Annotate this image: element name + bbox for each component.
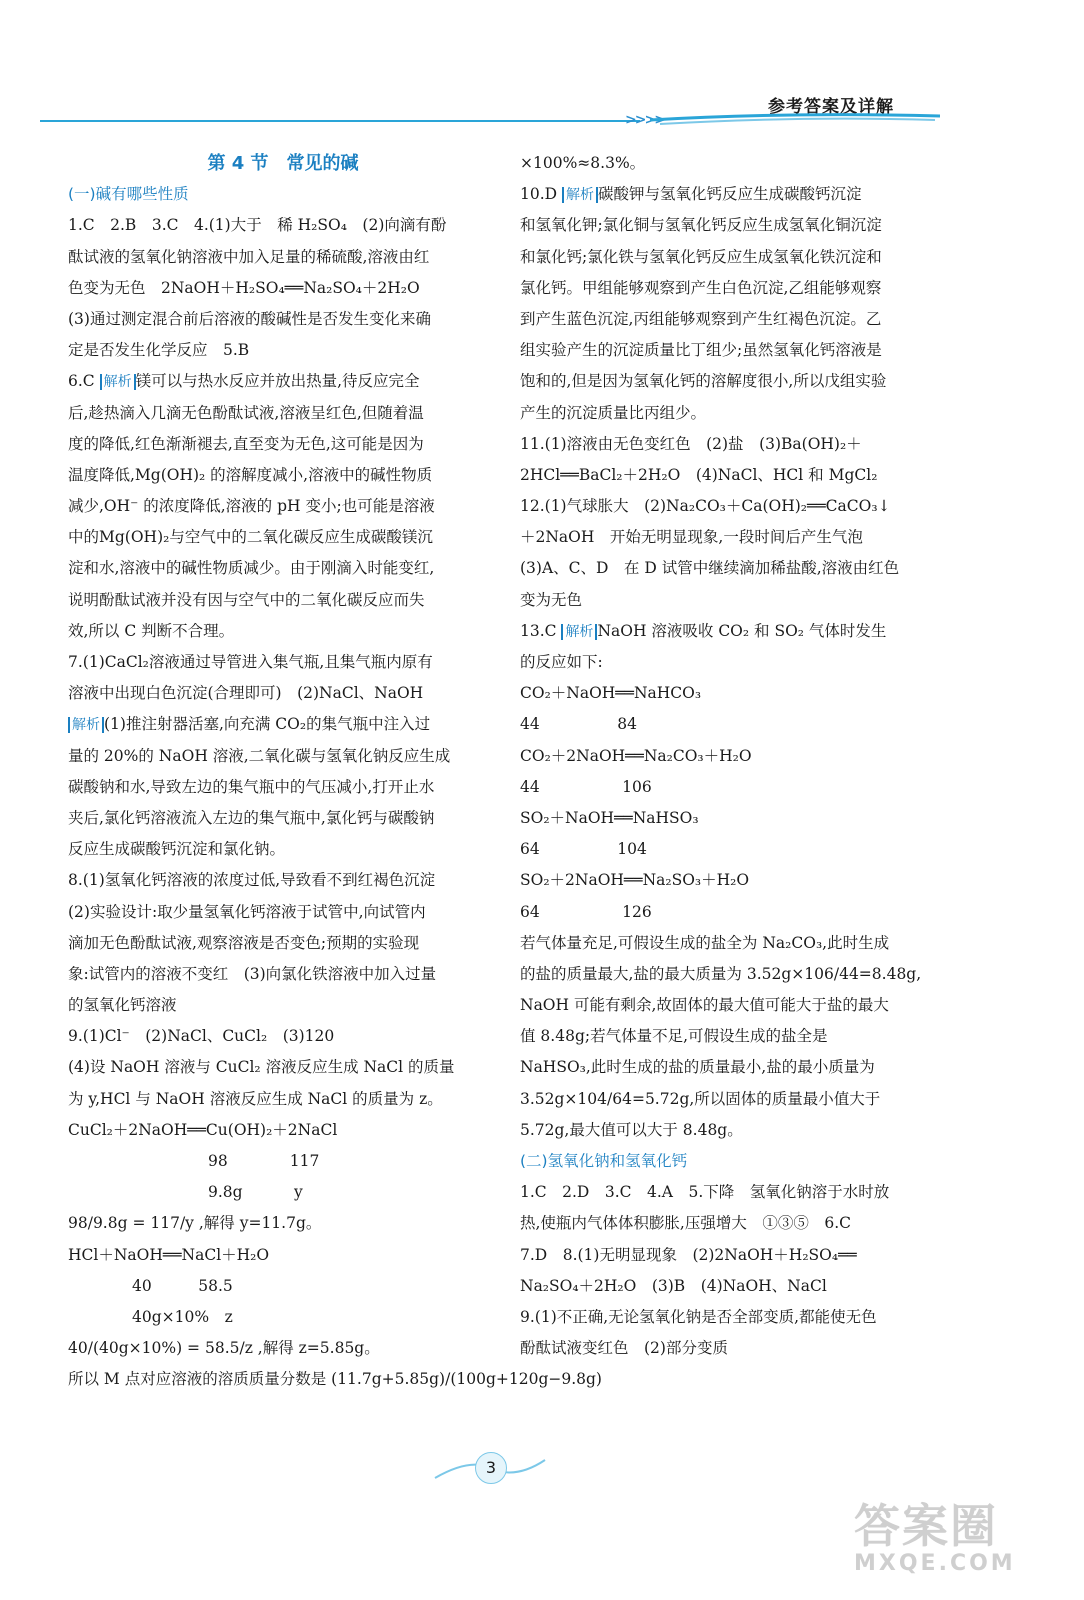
line-text-after-tag: 碳酸钾与氢氧化钙反应生成碳酸钙沉淀 [598, 185, 862, 204]
line-text: NaOH 可能有剩余,故固体的最大值可能大于盐的最大 [520, 996, 889, 1015]
analysis-tag: 解析 [562, 187, 598, 203]
line-text-after-tag: (1)推注射器活塞,向充满 CO₂的集气瓶中注入过 [104, 715, 431, 734]
line-text: 第 4 节 常见的碱 [207, 153, 359, 174]
text-line [520, 616, 935, 647]
text-line [520, 803, 935, 834]
watermark-logo [854, 1500, 1054, 1580]
text-line [520, 928, 935, 959]
text-line [520, 1084, 935, 1115]
text-line [68, 1146, 498, 1177]
line-text: 5.72g,最大值可以大于 8.48g。 [520, 1120, 743, 1139]
line-text: 为 y,HCl 与 NaOH 溶液反应生成 NaCl 的质量为 z。 [68, 1089, 443, 1108]
text-line [68, 1364, 602, 1395]
text-line [520, 585, 935, 616]
line-text: 9.(1)不正确,无论氢氧化钠是否全部变质,都能使无色 [520, 1307, 877, 1326]
text-line [520, 522, 935, 553]
line-text: CuCl₂＋2NaOH══Cu(OH)₂＋2NaCl [68, 1120, 338, 1139]
text-line [68, 834, 498, 865]
text-line [68, 522, 498, 553]
text-line [520, 148, 935, 179]
line-text: 夹后,氯化钙溶液流入左边的集气瓶中,氯化钙与碳酸钠 [68, 808, 435, 827]
text-line [68, 1271, 498, 1302]
line-text: (二)氢氧化钠和氢氧化钙 [520, 1152, 688, 1170]
text-line [520, 491, 935, 522]
line-text: 1.C 2.B 3.C 4.(1)大于 稀 H₂SO₄ (2)向滴有酚 [68, 216, 447, 235]
text-line [520, 865, 935, 896]
line-text: 酚酞试液变红色 (2)部分变质 [520, 1339, 728, 1358]
page-header [0, 80, 1084, 140]
text-line [520, 1333, 935, 1364]
text-line [68, 1052, 498, 1083]
line-text: 9.(1)Cl⁻ (2)NaCl、CuCl₂ (3)120 [68, 1027, 335, 1046]
text-line [68, 616, 498, 647]
header-swoosh-decoration [650, 110, 940, 128]
header-title: 参考答案及详解 [768, 97, 894, 117]
line-text: ×100%≈8.3%。 [520, 154, 646, 172]
text-line [68, 928, 498, 959]
text-line [520, 741, 935, 772]
line-text: 13.C [520, 621, 562, 640]
line-text: 7.D 8.(1)无明显现象 (2)2NaOH＋H₂SO₄══ [520, 1245, 857, 1264]
text-line [520, 647, 935, 678]
line-text: 饱和的,但是因为氢氧化钙的溶解度很小,所以戊组实验 [520, 372, 887, 391]
text-line [68, 460, 498, 491]
line-text: 说明酚酞试液并没有因与空气中的二氧化碳反应而失 [68, 590, 425, 609]
text-line [68, 803, 498, 834]
text-line [68, 398, 498, 429]
text-line [520, 959, 935, 990]
text-line [68, 1021, 498, 1052]
line-text: ＋2NaOH 开始无明显现象,一段时间后产生气泡 [520, 528, 863, 547]
analysis-tag: 解析 [100, 374, 136, 390]
line-text: 和氯化钙;氯化铁与氢氧化钙反应生成氢氧化铁沉淀和 [520, 247, 882, 266]
text-line [520, 335, 935, 366]
text-line [520, 1177, 935, 1208]
line-text: 40g×10% z [132, 1307, 233, 1326]
line-text: 44 84 [520, 715, 637, 734]
text-line [520, 429, 935, 460]
line-text: CO₂＋NaOH══NaHCO₃ [520, 684, 702, 703]
text-line [520, 1052, 935, 1083]
analysis-tag: 解析 [68, 717, 104, 733]
text-line [520, 553, 935, 584]
header-rule [40, 120, 640, 122]
page-number-badge [430, 1448, 550, 1488]
line-text: 溶液中出现白色沉淀(合理即可) (2)NaCl、NaOH [68, 684, 424, 703]
text-line [68, 1115, 498, 1146]
analysis-tag: 解析 [561, 624, 597, 640]
line-text: 7.(1)CaCl₂溶液通过导管进入集气瓶,且集气瓶内原有 [68, 653, 433, 671]
line-text: 40/(40g×10%) = 58.5/z ,解得 z=5.85g。 [68, 1339, 380, 1358]
line-text: 组实验产生的沉淀质量比丁组少;虽然氢氧化钙溶液是 [520, 341, 882, 360]
text-line [520, 709, 935, 740]
header-arrows: >>>> [625, 112, 664, 128]
line-text: 值 8.48g;若气体量不足,可假设生成的盐全是 [520, 1027, 828, 1046]
text-line [68, 897, 498, 928]
line-text: 淀和水,溶液中的碱性物质减少。由于刚滴入时能变红, [68, 559, 435, 578]
line-text: 40 58.5 [132, 1276, 233, 1295]
watermark-text-bottom: MXQE.COM [854, 1551, 1016, 1576]
line-text: 1.C 2.D 3.C 4.A 5.下降 氢氧化钠溶于水时放 [520, 1183, 890, 1202]
line-text: (一)碱有哪些性质 [68, 185, 189, 204]
text-line [68, 647, 498, 678]
text-line [68, 491, 498, 522]
text-line [520, 897, 935, 928]
line-text: 定是否发生化学反应 5.B [68, 341, 250, 360]
text-line [520, 1021, 935, 1052]
line-text-after-tag: 镁可以与热水反应并放出热量,待反应完全 [135, 372, 420, 391]
text-line [520, 304, 935, 335]
line-text: 和氢氧化钾;氯化铜与氢氧化钙反应生成氢氧化铜沉淀 [520, 216, 882, 235]
line-text: NaHSO₃,此时生成的盐的质量最小,盐的最小质量为 [520, 1058, 875, 1077]
text-line [520, 210, 935, 241]
line-text: 效,所以 C 判断不合理。 [68, 621, 235, 640]
text-line [520, 242, 935, 273]
line-text: 酞试液的氢氧化钠溶液中加入足量的稀硫酸,溶液由红 [68, 247, 430, 266]
watermark-text-top: 答案圈 [854, 1499, 998, 1553]
line-text: 64 126 [520, 902, 652, 921]
text-line [520, 1271, 935, 1302]
text-line [68, 1302, 498, 1333]
line-text: 8.(1)氢氧化钙溶液的浓度过低,导致看不到红褐色沉淀 [68, 871, 436, 890]
line-text: 中的Mg(OH)₂与空气中的二氧化碳反应生成碳酸镁沉 [68, 528, 433, 547]
line-text: 滴加无色酚酞试液,观察溶液是否变色;预期的实验现 [68, 933, 420, 952]
text-line [68, 366, 498, 397]
line-text: SO₂＋NaOH══NaHSO₃ [520, 808, 699, 827]
line-text: 64 104 [520, 840, 647, 859]
line-text: 12.(1)气球胀大 (2)Na₂CO₃＋Ca(OH)₂══CaCO₃↓ [520, 497, 891, 516]
text-line [520, 460, 935, 491]
text-line [68, 1084, 498, 1115]
line-text-after-tag: NaOH 溶液吸收 CO₂ 和 SO₂ 气体时发生 [597, 621, 887, 640]
line-text: Na₂SO₄＋2H₂O (3)B (4)NaOH、NaCl [520, 1276, 827, 1295]
line-text: (2)实验设计:取少量氢氧化钙溶液于试管中,向试管内 [68, 902, 426, 921]
text-line [68, 553, 498, 584]
line-text: 的氢氧化钙溶液 [68, 996, 177, 1015]
line-text: 热,使瓶内气体体积膨胀,压强增大 ①③⑤ 6.C [520, 1214, 852, 1233]
text-line [68, 990, 498, 1021]
line-text: CO₂＋2NaOH══Na₂CO₃＋H₂O [520, 746, 752, 765]
page-number: 3 [475, 1452, 507, 1484]
line-text: HCl＋NaOH══NaCl＋H₂O [68, 1245, 270, 1264]
line-text: 所以 M 点对应溶液的溶质质量分数是 (11.7g+5.85g)/(100g+120g−9.8g) [68, 1370, 602, 1389]
text-line [68, 709, 498, 740]
text-line [68, 1177, 498, 1208]
line-text: SO₂＋2NaOH══Na₂SO₃＋H₂O [520, 871, 750, 890]
line-text: 3.52g×104/64=5.72g,所以固体的质量最小值大于 [520, 1089, 881, 1108]
text-line [520, 398, 935, 429]
text-line [520, 179, 935, 210]
line-text: 变为无色 [520, 590, 583, 609]
line-text: 象:试管内的溶液不变红 (3)向氯化铁溶液中加入过量 [68, 964, 437, 983]
text-line [520, 1115, 935, 1146]
text-line [68, 865, 498, 896]
line-text: 量的 20%的 NaOH 溶液,二氧化碳与氢氧化钠反应生成 [68, 746, 451, 765]
line-text: 9.8g y [208, 1183, 303, 1202]
line-text: 98/9.8g = 117/y ,解得 y=11.7g。 [68, 1214, 322, 1233]
line-text: 11.(1)溶液由无色变红色 (2)盐 (3)Ba(OH)₂＋ [520, 434, 862, 453]
line-text: 10.D [520, 185, 563, 204]
right-column [520, 148, 935, 1364]
text-line [68, 772, 498, 803]
text-line [520, 1302, 935, 1333]
text-line [68, 1240, 498, 1271]
line-text: 减少,OH⁻ 的浓度降低,溶液的 pH 变小;也可能是溶液 [68, 497, 435, 516]
text-line [68, 242, 498, 273]
text-line [68, 429, 498, 460]
text-line [68, 273, 498, 304]
text-line [68, 585, 498, 616]
line-text: 产生的沉淀质量比丙组少。 [520, 403, 707, 422]
line-text: 后,趁热滴入几滴无色酚酞试液,溶液呈红色,但随着温 [68, 403, 424, 422]
line-text: 碳酸钠和水,导致左边的集气瓶中的气压减小,打开止水 [68, 777, 435, 796]
line-text: 温度降低,Mg(OH)₂ 的溶解度减小,溶液中的碱性物质 [68, 465, 433, 484]
text-line [520, 1240, 935, 1271]
line-text: (3)通过测定混合前后溶液的酸碱性是否发生变化来确 [68, 309, 431, 328]
subsection-title [68, 179, 498, 210]
text-line [68, 1333, 498, 1364]
text-line [68, 335, 498, 366]
text-line [520, 678, 935, 709]
text-line [520, 772, 935, 803]
text-line [68, 959, 498, 990]
text-line [68, 304, 498, 335]
line-text: 若气体量充足,可假设生成的盐全为 Na₂CO₃,此时生成 [520, 933, 890, 952]
text-line [68, 741, 498, 772]
section-title [68, 148, 498, 179]
text-line [68, 678, 498, 709]
line-text: 98 117 [208, 1152, 320, 1170]
text-line [520, 1208, 935, 1239]
text-line [68, 210, 498, 241]
subsection-title [520, 1146, 935, 1177]
line-text: (4)设 NaOH 溶液与 CuCl₂ 溶液反应生成 NaCl 的质量 [68, 1058, 455, 1077]
line-text: 2HCl══BaCl₂＋2H₂O (4)NaCl、HCl 和 MgCl₂ [520, 465, 878, 484]
text-line [520, 990, 935, 1021]
line-text: 度的降低,红色渐渐褪去,直至变为无色,这可能是因为 [68, 434, 424, 453]
line-text: (3)A、C、D 在 D 试管中继续滴加稀盐酸,溶液由红色 [520, 559, 900, 578]
line-text: 色变为无色 2NaOH＋H₂SO₄══Na₂SO₄＋2H₂O [68, 278, 420, 297]
line-text: 44 106 [520, 777, 652, 796]
line-text: 的盐的质量最大,盐的最大质量为 3.52g×106/44=8.48g, [520, 964, 922, 983]
line-text: 6.C [68, 372, 100, 391]
text-line [68, 1208, 498, 1239]
line-text: 反应生成碳酸钙沉淀和氯化钠。 [68, 840, 286, 859]
line-text: 到产生蓝色沉淀,丙组能够观察到产生红褐色沉淀。乙 [520, 309, 882, 328]
line-text: 氯化钙。甲组能够观察到产生白色沉淀,乙组能够观察 [520, 278, 882, 297]
text-line [520, 273, 935, 304]
line-text: 的反应如下: [520, 653, 603, 671]
text-line [520, 366, 935, 397]
text-line [520, 834, 935, 865]
